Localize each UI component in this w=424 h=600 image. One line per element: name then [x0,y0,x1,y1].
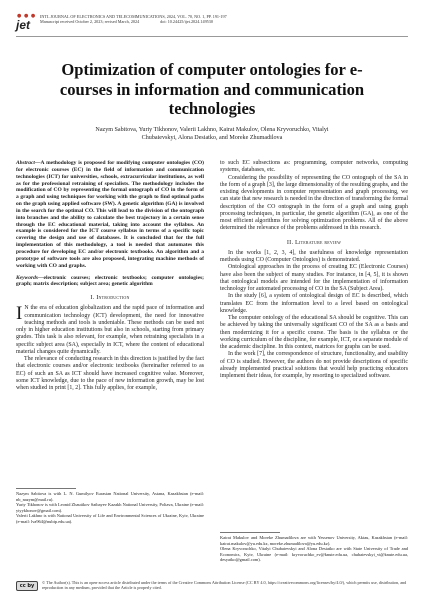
journal-info [40,14,410,24]
footnotes-left [16,491,204,524]
keywords: Keywords—electronic courses; electronic textbooks; computer ontologies; graph; matrix description; subject area; genetic algorithm [16,274,204,288]
body-paragraph: The computer ontology of the educational SA should be cognitive. This can be achieved by taking the universally significant CO of the SA as a basis and then modernizing it for a specific course. The basis is the syllabus or the working curriculum of the discipline, for example, ICT, or a separate module of the academic discipline. In this context, matrices for graphs can be used. [220,315,408,350]
journal-header [16,13,408,35]
right-column [220,160,408,380]
body-paragraph: In the works [1, 2, 3, 4], the usefulness of knowledge representation methods using CO (Computer Ontologies) is demonstrated. [220,249,408,263]
journal-logo [16,13,38,33]
journal-received: Manuscript received October 2, 2023; revised March, 2024 doi: 10.24425/ijet.2024.149530 [40,19,213,25]
footnote-divider-right [220,532,280,533]
left-column [16,160,204,392]
intro-paragraph-2: The relevance of conducting research in this direction is justified by the fact that electronic courses and/or electronic textbooks (hereinafter referred to as EC) of such an SA as ICT should have increased cognitive value. Moreover, some ICT knowledge, due to the pace of new information growth, may be lost when studied in print [1, 2]. This fully applies, for example, [16,356,204,392]
footnote: Yuriy Tikhonov is with Leonid Zhautikov Satbayev Kazakh National University, Poltava, Ukraine (e-mail: ytyykhonov@gmail.com). [16,502,204,513]
body-paragraph: to such EC subsections as: programming, computer networks, computing systems, databases, etc. [220,160,408,174]
footnote: Nazym Sabitova is with L. N. Gumilyov Eurasian National University, Astana, Kazakhstan (e-mail: nb_nazym@mail.ru). [16,491,204,502]
journal-citation: INTL JOURNAL OF ELECTRONICS AND TELECOMMUNICATIONS, 2024, VOL. 70, NO. 1, PP. 191-197 [40,14,227,19]
body-paragraph: Ontological approaches in the process of creating EC (Electronic Courses) have also been the subject of many studies. For instance, in [4, 5], it is shown that ontological models are intended for the implementation of information technology for automated processing of CO in the SA (Subject Area). [220,264,408,292]
footnote-divider-left [16,488,76,489]
license-footer [16,580,408,594]
journal-doi: doi: 10.24425/ijet.2024.149530 [160,19,213,25]
body-paragraph: Considering the possibility of representing the CO ontograph of the SA in the form of a graph [3], the large dimensionality of the resulting graphs, and the existing developments in computer representation and graph processing, we can state that new research is needed in the direction of transforming the formal description of the CO ontograph in the form of a graph and using graph processing techniques, in particular, the genetic algorithm (GA), as one of the most efficient algorithms for solving optimization problems. All of the above determined the relevance of the problems addressed in this research. [220,174,409,232]
footnotes-right [220,535,408,563]
paper-title: Optimization of computer ontologies for e-courses in information and communication technologies [59,60,365,118]
intro-paragraph-1: I N the era of education globalization and the rapid pace of information and communication technology (ICT) development, the need for innovative teaching methods and tools is undeniable. These methods can be used not only in higher education institutions but also in schools, starting from primary grades. This task is also relevant, for example, when retraining specialists in a specific subject area (SA), especially in ICT, where the content of educational material changes quite dynamically. [16,303,204,355]
cc-license-icon: cc by [16,581,38,591]
section-heading-introduction: I. Introduction [90,294,130,302]
logo-text: jet [16,18,31,32]
footnote: Kairat Makulov and Moreke Zhumadilova are with Yessenov University, Aktau, Kazakhstan (e-mail: kairat.makulov@yu.edu.kz, moreke.zhumadilova@yu.edu.kz). [220,535,408,546]
author-list: Nazym Sabitova, Yuriy Tikhonov, Valerii Lakhno, Kairat Makulov, Olena Kryvoruchko, Vitalyi Chubaievskyi, Alona Desiatko, and Moreke Zhumadilova [95,127,329,141]
abstract: Abstract—A methodology is proposed for modifying computer ontologies (CO) for electronic courses (EC) in the field of information and communication technologies (ICT) for universities, schools, extracurricular institutions, as well as for the professional retraining of specialists. The methodology includes the modification of CO by representing the formal ontograph of CO in the form of a graph and using techniques for working with the graph to find optimal paths on the graph using applied software (SW). A genetic algorithm (GA) is involved in the search for the optimal CO. This will lead to the division of the ontograph into branches and the ability to calculate the best trajectory in a certain sense through the EC educational material, taking into account the syllabus. An example is considered for the ICT course syllabus in terms of a specific topic covering the design and use of databases. It is concluded that for the full implementation of this methodology, a tool is needed that automates this procedure for developing EC and/or electronic textbooks. An algorithm and a prototype of software tools are also proposed, integrating machine methods of working with CO and graphs. [16,160,204,269]
body-paragraph: In the work [7], the correspondence of structure, functionality, and usability of CO is studied. However, the authors do not provide descriptions of specific already implemented practical solutions that would help practicing educators implement their ideas, for example, by resorting to specialized software. [220,351,408,379]
footnote: Olena Kryvoruchko, Vitalyi Chubaievskyi and Alona Desiatko are with State University of Trade and Economics, Kyiv, Ukraine (e-mail: kryvoruchko_ev@knute.edu.ua, chubaievskyi_vi@knute.edu.ua, desyatko@gmail.com). [220,546,408,562]
section-heading-literature-review: II. Literature review [286,238,342,246]
drop-cap: I [16,303,23,325]
footnote: Valerii Lakhno is with National University of Life and Environmental Sciences of Ukraine, Kyiv, Ukraine (e-mail: lva964@nubip.edu.ua). [16,513,204,524]
body-paragraph: In the study [6], a system of ontological design of EC is described, which translates EC from the information level to a level based on ontological knowledge. [220,293,408,314]
license-text: © The Author(s). This is an open-access article distributed under the terms of the Creative Commons Attribution License (CC BY 4.0, https://creativecommons.org/licenses/by/4.0/), which permits use, distribution, and reproduction in any medium, provided that the Article is properly cited. [42,580,407,591]
logo-dots-icon: ● ● ● [17,13,36,19]
header-divider [16,36,408,37]
